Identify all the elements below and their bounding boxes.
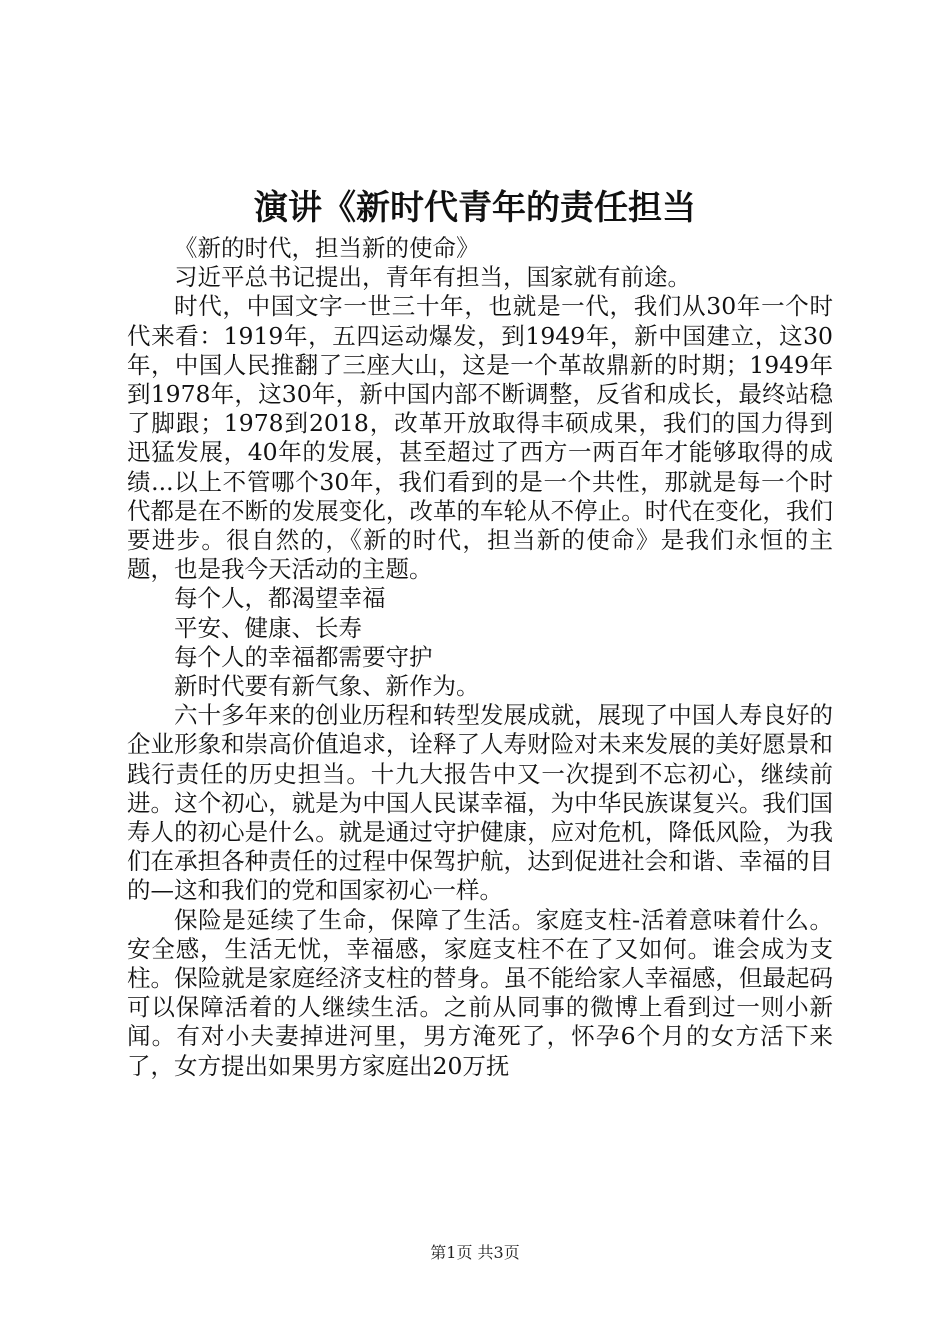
paragraph: 习近平总书记提出，青年有担当，国家就有前途。 — [174, 263, 691, 292]
document-title: 演讲《新时代青年的责任担当 — [254, 188, 696, 228]
paragraph: 六十多年来的创业历程和转型发展成就，展现了中国人寿良好的企业形象和崇高价值追求，诠释了人寿财险对未来发展的美好愿景和践行责任的历史担当。十九大报告中又一次提到不忘初心，继续前进。这个初心，就是为中国人民谋幸福，为中华民族谋复兴。我们国寿人的初心是什么。就是通过守护健康，应对危机，降低风险，为我们在承担各种责任的过程中保驾护航，达到促进社会和谐、幸福的目的—这和我们的党和国家初心一样。 — [127, 701, 833, 905]
paragraph: 每个人，都渴望幸福 — [174, 584, 386, 613]
document-body — [127, 234, 833, 1081]
paragraph: 平安、健康、长寿 — [174, 613, 362, 642]
paragraph: 新时代要有新气象、新作为。 — [174, 672, 480, 701]
paragraph: 每个人的幸福都需要守护 — [174, 642, 433, 671]
paragraph: 保险是延续了生命，保障了生活。家庭支柱-活着意味着什么。安全感，生活无忧，幸福感，家庭支柱不在了又如何。谁会成为支柱。保险就是家庭经济支柱的替身。虽不能给家人幸福感，但最起码可以保障活着的人继续生活。之前从同事的微博上看到过一则小新闻。有对小夫妻掉进河里，男方淹死了，怀孕6个月的女方活下来了，女方提出如果男方家庭出20万抚 — [127, 905, 833, 1080]
page-number-footer: 第1页 共3页 — [430, 1243, 520, 1262]
paragraph: 时代，中国文字一世三十年，也就是一代，我们从30年一个时代来看：1919年，五四运动爆发，到1949年，新中国建立，这30年，中国人民推翻了三座大山，这是一个革故鼎新的时期；1949年到1978年，这30年，新中国内部不断调整，反省和成长，最终站稳了脚跟；1978到2018，改革开放取得丰硕成果，我们的国力得到迅猛发展，40年的发展，甚至超过了西方一两百年才能够取得的成绩...以上不管哪个30年，我们看到的是一个共性，那就是每一个时代都是在不断的发展变化，改革的车轮从不停止。时代在变化，我们要进步。很自然的，《新的时代，担当新的使命》是我们永恒的主题，也是我今天活动的主题。 — [127, 292, 833, 584]
paragraph: 《新的时代，担当新的使命》 — [174, 234, 480, 262]
